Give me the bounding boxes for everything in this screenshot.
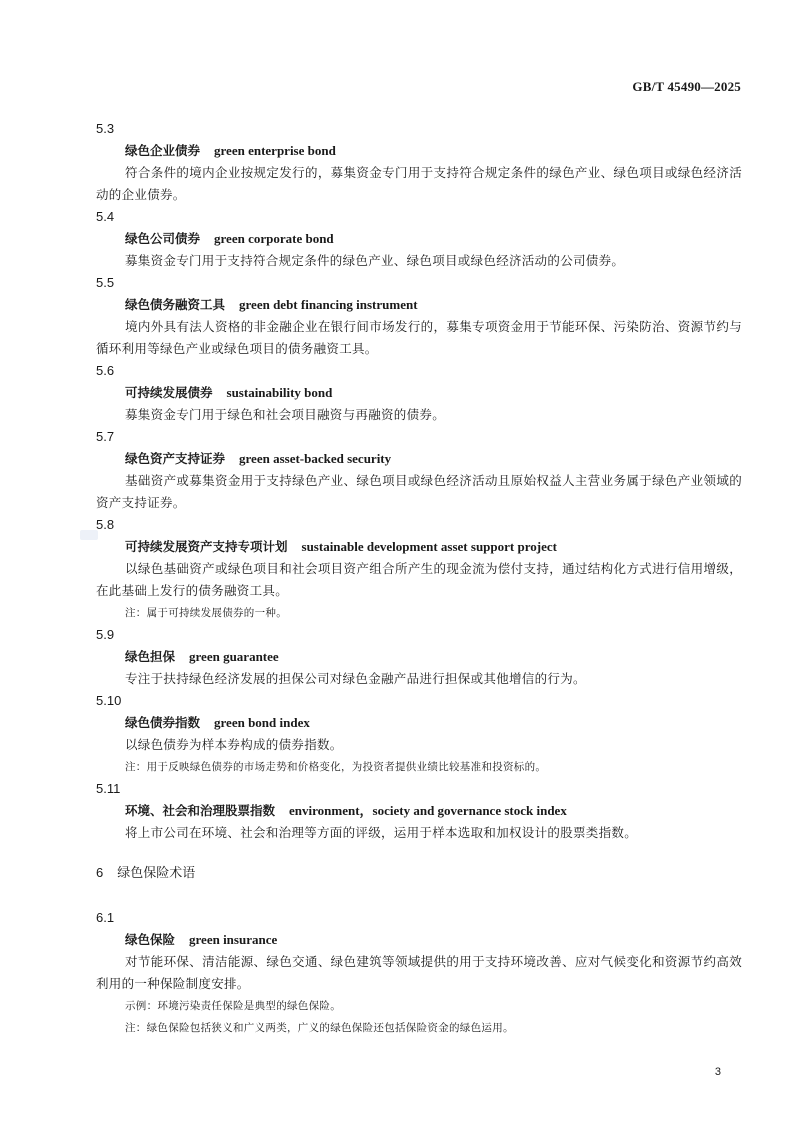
term-english: green insurance	[189, 932, 278, 947]
term-entry	[96, 360, 742, 426]
term-number: 6.1	[96, 910, 115, 925]
term-number: 5.7	[96, 429, 115, 444]
term-chinese: 可持续发展资产支持专项计划	[125, 539, 288, 554]
term-definition: 基础资产或募集资金用于支持绿色产业、绿色项目或绿色经济活动且原始权益人主营业务属于绿色产业领域的资产支持证券。	[96, 473, 742, 510]
term-number: 5.10	[96, 693, 122, 708]
term-english: sustainability bond	[226, 385, 333, 400]
term-note: 示例：环境污染责任保险是典型的绿色保险。	[125, 1000, 341, 1012]
term-entry	[96, 272, 742, 360]
term-definition: 将上市公司在环境、社会和治理等方面的评级，运用于样本选取和加权设计的股票类指数。	[125, 825, 638, 840]
term-chinese: 绿色保险	[125, 932, 176, 947]
term-definition: 以绿色债券为样本券构成的债券指数。	[125, 737, 343, 752]
term-definition: 境内外具有法人资格的非金融企业在银行间市场发行的，募集专项资金用于节能环保、污染防治、资源节约与循环利用等绿色产业或绿色项目的债务融资工具。	[96, 319, 742, 356]
terms-section-6	[96, 907, 742, 1039]
term-entry	[96, 690, 742, 778]
term-number: 5.6	[96, 363, 115, 378]
term-heading	[96, 712, 742, 734]
term-chinese: 绿色债务融资工具	[125, 297, 226, 312]
term-number: 5.5	[96, 275, 115, 290]
term-definition: 募集资金专门用于绿色和社会项目融资与再融资的债券。	[125, 407, 446, 422]
term-number: 5.9	[96, 627, 115, 642]
term-heading	[96, 228, 742, 250]
term-heading	[96, 140, 742, 162]
term-number: 5.8	[96, 517, 115, 532]
term-chinese: 绿色企业债券	[125, 143, 201, 158]
term-heading	[96, 448, 742, 470]
term-entry	[96, 778, 742, 844]
term-heading	[96, 294, 742, 316]
term-number: 5.4	[96, 209, 115, 224]
term-chinese: 可持续发展债券	[125, 385, 213, 400]
term-english: green corporate bond	[214, 231, 334, 246]
term-english: sustainable development asset support project	[301, 539, 557, 554]
term-definition: 专注于扶持绿色经济发展的担保公司对绿色金融产品进行担保或其他增信的行为。	[125, 671, 586, 686]
term-entry	[96, 514, 742, 624]
term-entry	[96, 118, 742, 206]
term-english: green asset-backed security	[239, 451, 392, 466]
term-english: green guarantee	[189, 649, 279, 664]
term-chinese: 绿色资产支持证券	[125, 451, 226, 466]
section-title-text: 绿色保险术语	[117, 866, 196, 881]
standard-code: GB/T 45490—2025	[632, 79, 741, 94]
term-chinese: 绿色债券指数	[125, 715, 201, 730]
term-definition: 以绿色基础资产或绿色项目和社会项目资产组合所产生的现金流为偿付支持，通过结构化方式进行信用增级，在此基础上发行的债务融资工具。	[96, 561, 742, 598]
term-english: environment，society and governance stock index	[289, 803, 567, 818]
term-heading	[96, 382, 742, 404]
term-definition: 符合条件的境内企业按规定发行的，募集资金专门用于支持符合规定条件的绿色产业、绿色项目或绿色经济活动的企业债券。	[96, 165, 742, 202]
term-heading	[96, 646, 742, 668]
term-heading	[96, 536, 742, 558]
term-chinese: 绿色公司债券	[125, 231, 201, 246]
term-chinese: 环境、社会和治理股票指数	[125, 803, 276, 818]
section-number: 6	[96, 865, 104, 880]
term-english: green debt financing instrument	[239, 297, 418, 312]
term-entry	[96, 426, 742, 514]
term-definition: 募集资金专门用于支持符合规定条件的绿色产业、绿色项目或绿色经济活动的公司债券。	[125, 253, 625, 268]
term-note: 注：绿色保险包括狭义和广义两类，广义的绿色保险还包括保险资金的绿色运用。	[125, 1022, 514, 1034]
term-entry	[96, 206, 742, 272]
term-note: 注：用于反映绿色债券的市场走势和价格变化，为投资者提供业绩比较基准和投资标的。	[125, 761, 547, 773]
term-english: green bond index	[214, 715, 310, 730]
term-chinese: 绿色担保	[125, 649, 176, 664]
page-number: 3	[714, 1066, 721, 1078]
term-definition: 对节能环保、清洁能源、绿色交通、绿色建筑等领域提供的用于支持环境改善、应对气候变化和资源节约高效利用的一种保险制度安排。	[96, 954, 742, 991]
term-heading	[96, 929, 742, 951]
term-english: green enterprise bond	[214, 143, 336, 158]
section-heading	[96, 862, 742, 885]
term-note: 注：属于可持续发展债券的一种。	[125, 607, 287, 619]
term-number: 5.3	[96, 121, 115, 136]
term-entry	[96, 907, 742, 1039]
term-entry	[96, 624, 742, 690]
terms-section-5	[96, 118, 742, 844]
document-body	[96, 118, 742, 1039]
term-number: 5.11	[96, 781, 121, 796]
term-heading	[96, 800, 742, 822]
